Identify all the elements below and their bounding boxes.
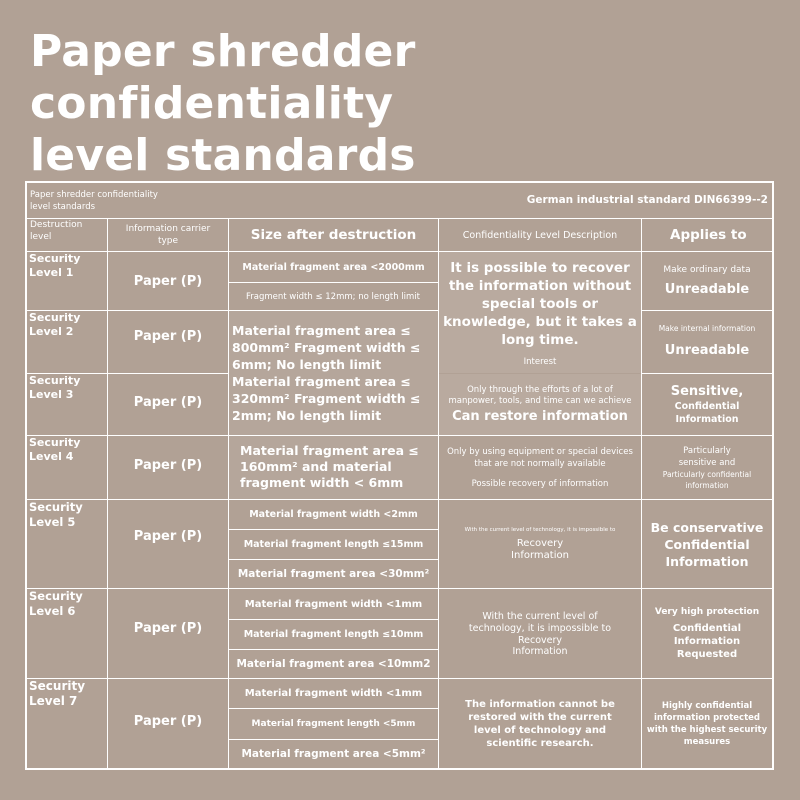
standard-label: German industrial standard DIN66399--2 [526,194,768,206]
table-border-top [25,181,774,183]
header-applies-to: Applies to [670,227,747,243]
table-caption-line-2: level standards [30,202,96,212]
level-line-1: Security [29,589,83,603]
description-sub: Possible recovery of information [471,479,609,489]
size-cell: Fragment width ≤ 12mm; no length limit [246,291,420,302]
size-cell: Material fragment length ≤10mm [243,629,424,640]
applies-line-3: Information Requested [673,636,741,660]
level-line-2: Level 2 [29,325,74,338]
page-title [30,26,790,182]
size-cell: Material fragment area <10mm2 [236,658,431,670]
size-cell-merged: Material fragment area ≤ 160mm² and material fragment width < 6mm [229,436,438,499]
header-description: Confidentiality Level Description [462,229,618,241]
description-line-2: Information [512,645,568,657]
size-cell: Material fragment width <1mm [244,688,423,699]
applies-line-3: with the highest security [646,724,768,735]
level-line-1: Security [29,311,81,324]
applies-cell [642,311,772,373]
applies-line-2: sensitive and [678,457,736,468]
carrier-cell: Paper (P) [133,273,203,289]
applies-line-1: Sensitive, [670,384,744,399]
applies-line-3: Information [665,553,749,569]
header-carrier-line-1: Information carrier [125,224,211,234]
size-cell: Material fragment area <30mm² [237,568,430,580]
applies-cell [642,436,772,499]
level-cell [29,311,107,373]
description-small: Only by using equipment or special devices that are not normally available [447,447,633,469]
title-line-1: Paper shredder confidentiality [30,26,416,129]
level-cell [29,252,107,310]
table-caption-line-1: Paper shredder confidentiality [30,190,158,200]
description-line-2: Information [511,550,569,561]
applies-cell [642,252,772,310]
level-cell [29,436,107,499]
level-cell [29,374,107,435]
carrier-cell: Paper (P) [133,394,203,410]
applies-line-2: Unreadable [664,281,750,297]
description-sub: Interest [523,356,557,367]
level-line-1: Security [29,252,81,265]
applies-line-2: Unreadable [664,343,750,358]
applies-line-4: information [685,480,729,490]
applies-line-2: Confidential [672,623,742,634]
applies-line-1: Highly confidential [661,700,753,711]
description-cell [439,500,641,588]
applies-cell [642,679,772,768]
applies-line-2: Confidential [674,401,740,412]
description-main: It is possible to recover the information without special tools or knowledge, but it takes a long time. [443,259,637,348]
header-size: Size after destruction [250,227,417,243]
description-cell-merged [439,252,641,373]
level-cell [29,589,107,678]
level-line-2: Level 6 [29,604,76,618]
level-line-1: Security [29,436,81,449]
applies-line-1: Particularly [683,445,731,456]
size-cell: Material fragment width <2mm [249,509,418,520]
table-border-bottom [25,768,774,770]
size-cell: Material fragment length <5mm [251,719,416,729]
description-line-1: Recovery [516,538,564,549]
carrier-cell: Paper (P) [133,457,203,473]
level-line-1: Security [29,679,86,693]
header-carrier-type [108,219,228,251]
description-big: Can restore information [452,408,628,424]
applies-line-3: Particularly confidential [662,469,752,479]
applies-line-1: Very high protection [654,607,760,617]
applies-line-2: Confidential [664,536,750,552]
applies-line-3: Information [675,414,739,425]
table-border-left [25,181,27,770]
description-cell [439,374,641,435]
header-carrier-line-2: type [157,236,179,246]
description-small: With the current level of technology, it is impossible to [464,527,616,533]
level-line-2: Level 4 [29,450,74,463]
carrier-cell: Paper (P) [133,620,203,636]
carrier-cell: Paper (P) [133,328,203,344]
title-line-2: level standards [30,130,416,181]
level-line-2: Level 7 [29,694,78,708]
applies-line-4: measures [683,736,731,747]
description-small: Only through the efforts of a lot of manpower, tools, and time can we achieve [448,384,632,406]
applies-line-2: information protected [653,712,760,723]
applies-cell [642,374,772,435]
header-level-line-2: level [30,232,52,242]
header-destruction-level [30,219,106,251]
carrier-cell: Paper (P) [133,713,203,729]
applies-cell [642,500,772,588]
table-border-right [772,181,774,770]
size-cell: Material fragment length ≤15mm [243,539,424,550]
header-level-line-1: Destruction [30,220,83,230]
description-cell [439,436,641,499]
level-cell [29,679,107,768]
size-cell: Material fragment width <1mm [244,598,423,610]
level-line-1: Security [29,500,83,514]
level-line-2: Level 5 [29,515,76,529]
size-cell: Material fragment area <2000mm [242,261,425,273]
table-caption [30,186,230,216]
description-cell: The information cannot be restored with the current level of technology and scientific research. [465,698,615,749]
size-cell-merged: Material fragment area ≤ 800mm² Fragment width ≤ 6mm; No length limit Material fragment area ≤ 320mm² Fragment width ≤ 2mm; No length limit [229,311,439,435]
applies-line-1: Be conservative [650,519,764,535]
level-cell [29,500,107,588]
level-line-2: Level 1 [29,266,74,279]
carrier-cell: Paper (P) [133,528,203,544]
level-line-2: Level 3 [29,388,74,401]
description-cell [439,589,641,678]
applies-line-1: Make ordinary data [663,264,751,275]
applies-cell [642,589,772,678]
description-line-1: Recovery [517,634,563,646]
size-cell: Material fragment area <5mm² [241,748,426,760]
level-line-1: Security [29,374,81,387]
description-main: With the current level of technology, it is impossible to [468,610,612,634]
applies-line-1: Make internal information [658,324,756,333]
